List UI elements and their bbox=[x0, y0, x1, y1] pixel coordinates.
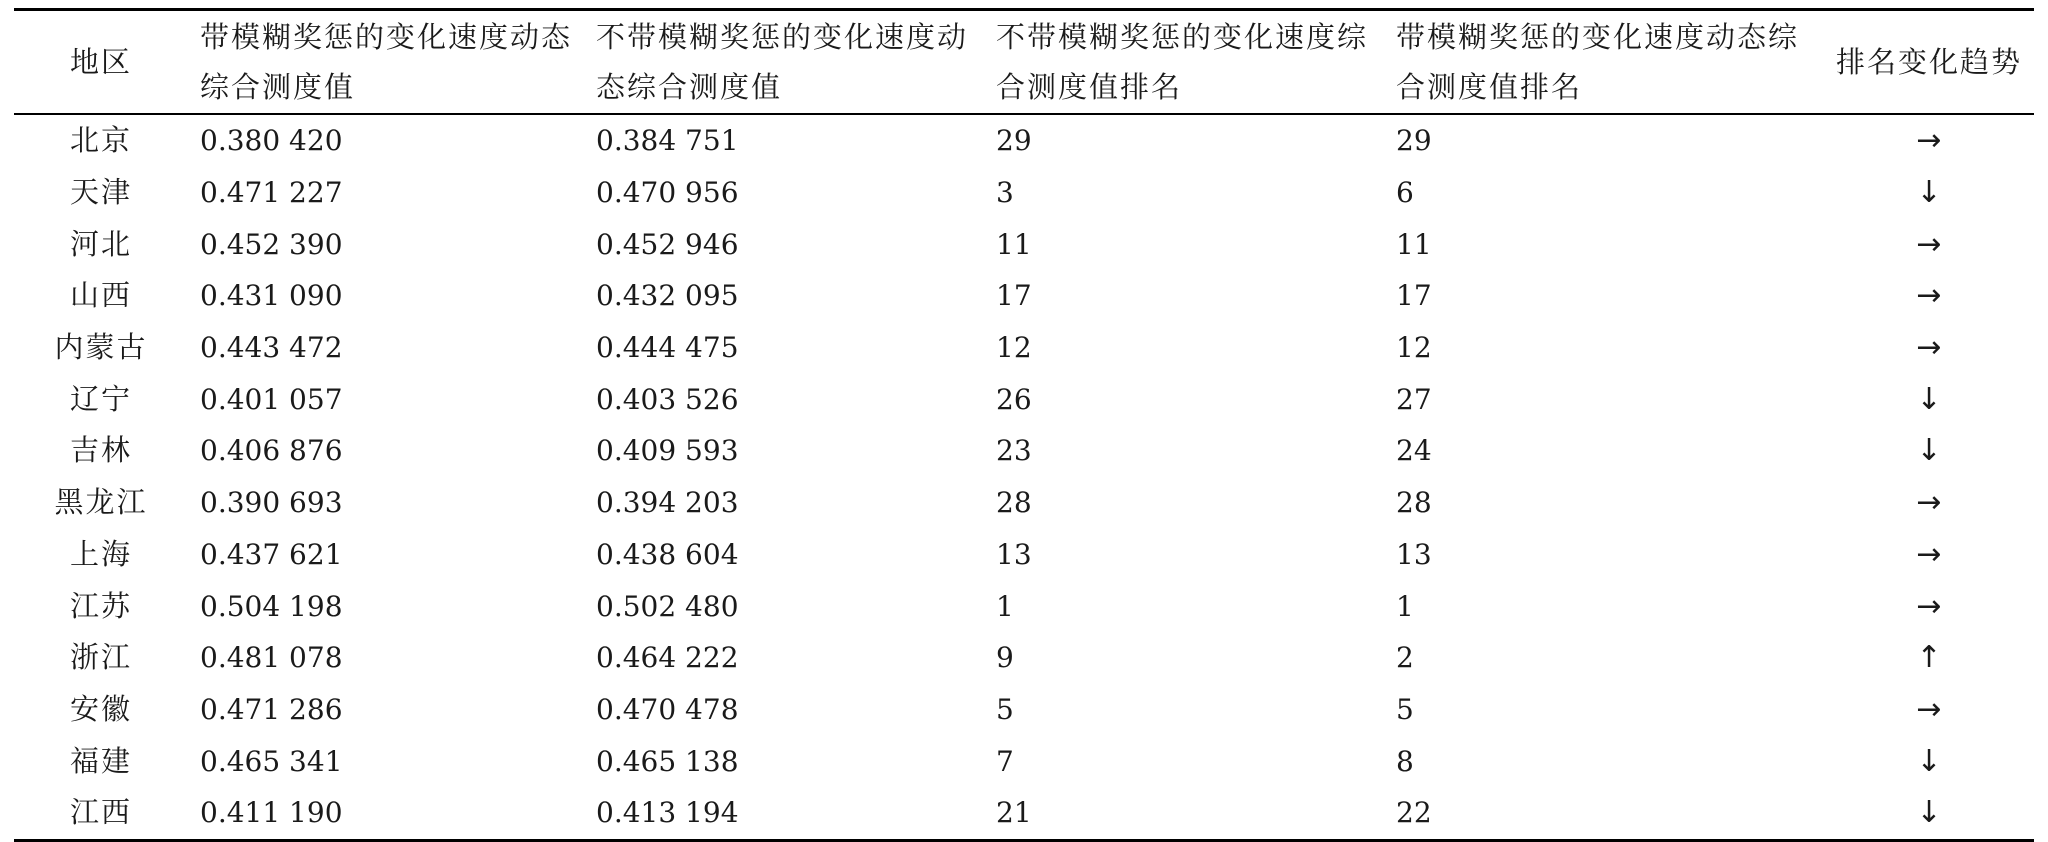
cell-nonfuzzy-value: 0.470 956 bbox=[596, 176, 739, 210]
cell-region: 黑龙江 bbox=[54, 485, 148, 520]
cell-nonfuzzy-rank: 29 bbox=[996, 124, 1032, 158]
cell-fuzzy-rank: 1 bbox=[1396, 589, 1414, 623]
cell-fuzzy-value: 0.471 227 bbox=[200, 176, 343, 210]
table-row bbox=[14, 477, 2034, 529]
cell-nonfuzzy-value: 0.403 526 bbox=[596, 382, 739, 416]
cell-nonfuzzy-value: 0.470 478 bbox=[596, 692, 739, 726]
cell-region: 福建 bbox=[69, 743, 132, 778]
table-row bbox=[14, 373, 2034, 425]
cell-nonfuzzy-rank: 5 bbox=[996, 692, 1014, 726]
cell-fuzzy-rank: 2 bbox=[1396, 641, 1414, 675]
cell-nonfuzzy-rank: 3 bbox=[996, 176, 1014, 210]
cell-region: 北京 bbox=[69, 123, 132, 158]
cell-nonfuzzy-rank: 12 bbox=[996, 331, 1032, 365]
cell-fuzzy-rank: 22 bbox=[1396, 796, 1432, 830]
cell-trend-arrow: → bbox=[1916, 123, 1942, 159]
header-region: 地区 bbox=[69, 45, 132, 79]
header-nonfuzzy-rank: 不带模糊奖惩的变化速度综合测度值排名 bbox=[996, 20, 1369, 104]
cell-nonfuzzy-rank: 13 bbox=[996, 537, 1032, 571]
cell-nonfuzzy-value: 0.409 593 bbox=[596, 434, 739, 468]
header-fuzzy-value: 带模糊奖惩的变化速度动态综合测度值 bbox=[200, 20, 573, 104]
header-trend: 排名变化趋势 bbox=[1835, 45, 2022, 79]
cell-nonfuzzy-value: 0.444 475 bbox=[596, 331, 739, 365]
table-row bbox=[14, 270, 2034, 322]
header-row bbox=[14, 10, 2034, 115]
cell-trend-arrow: → bbox=[1916, 278, 1942, 314]
cell-fuzzy-rank: 5 bbox=[1396, 692, 1414, 726]
cell-fuzzy-value: 0.443 472 bbox=[200, 331, 343, 365]
ranking-table bbox=[14, 8, 2034, 842]
cell-nonfuzzy-rank: 28 bbox=[996, 486, 1032, 520]
table-row bbox=[14, 580, 2034, 632]
table-row bbox=[14, 167, 2034, 219]
cell-fuzzy-value: 0.390 693 bbox=[200, 486, 343, 520]
cell-fuzzy-value: 0.406 876 bbox=[200, 434, 343, 468]
table-row bbox=[14, 114, 2034, 167]
cell-nonfuzzy-value: 0.394 203 bbox=[596, 486, 739, 520]
cell-region: 河北 bbox=[69, 226, 132, 261]
cell-nonfuzzy-rank: 7 bbox=[996, 744, 1014, 778]
cell-nonfuzzy-rank: 17 bbox=[996, 279, 1032, 313]
cell-fuzzy-rank: 17 bbox=[1396, 279, 1432, 313]
cell-nonfuzzy-value: 0.413 194 bbox=[596, 796, 739, 830]
cell-fuzzy-value: 0.380 420 bbox=[200, 124, 343, 158]
cell-nonfuzzy-rank: 1 bbox=[996, 589, 1014, 623]
table-row bbox=[14, 787, 2034, 840]
cell-region: 山西 bbox=[69, 278, 132, 313]
header-fuzzy-rank: 带模糊奖惩的变化速度动态综合测度值排名 bbox=[1396, 20, 1800, 104]
cell-fuzzy-value: 0.411 190 bbox=[200, 796, 343, 830]
cell-fuzzy-rank: 11 bbox=[1396, 227, 1432, 261]
cell-region: 内蒙古 bbox=[54, 330, 148, 365]
header-nonfuzzy-value: 不带模糊奖惩的变化速度动态综合测度值 bbox=[596, 20, 969, 104]
cell-trend-arrow: ↓ bbox=[1916, 175, 1942, 211]
cell-fuzzy-value: 0.471 286 bbox=[200, 692, 343, 726]
table-row bbox=[14, 529, 2034, 581]
cell-fuzzy-value: 0.481 078 bbox=[200, 641, 343, 675]
cell-nonfuzzy-rank: 9 bbox=[996, 641, 1014, 675]
cell-fuzzy-rank: 24 bbox=[1396, 434, 1432, 468]
cell-fuzzy-value: 0.504 198 bbox=[200, 589, 343, 623]
table-header bbox=[14, 10, 2034, 115]
cell-fuzzy-rank: 27 bbox=[1396, 382, 1432, 416]
cell-fuzzy-rank: 8 bbox=[1396, 744, 1414, 778]
cell-trend-arrow: ↓ bbox=[1916, 433, 1942, 469]
cell-nonfuzzy-value: 0.384 751 bbox=[596, 124, 739, 158]
cell-trend-arrow: ↓ bbox=[1916, 743, 1942, 779]
cell-region: 天津 bbox=[69, 175, 132, 210]
cell-region: 浙江 bbox=[69, 640, 132, 675]
cell-nonfuzzy-rank: 21 bbox=[996, 796, 1032, 830]
cell-nonfuzzy-value: 0.465 138 bbox=[596, 744, 739, 778]
table-row bbox=[14, 632, 2034, 684]
cell-nonfuzzy-value: 0.452 946 bbox=[596, 227, 739, 261]
cell-fuzzy-value: 0.401 057 bbox=[200, 382, 343, 416]
cell-fuzzy-rank: 29 bbox=[1396, 124, 1432, 158]
cell-nonfuzzy-rank: 11 bbox=[996, 227, 1032, 261]
cell-nonfuzzy-value: 0.502 480 bbox=[596, 589, 739, 623]
cell-fuzzy-value: 0.465 341 bbox=[200, 744, 343, 778]
cell-nonfuzzy-rank: 26 bbox=[996, 382, 1032, 416]
cell-trend-arrow: ↓ bbox=[1916, 381, 1942, 417]
cell-trend-arrow: → bbox=[1916, 330, 1942, 366]
cell-nonfuzzy-value: 0.438 604 bbox=[596, 537, 739, 571]
cell-trend-arrow: → bbox=[1916, 536, 1942, 572]
table-row bbox=[14, 684, 2034, 736]
cell-region: 江西 bbox=[69, 795, 132, 830]
cell-trend-arrow: → bbox=[1916, 226, 1942, 262]
cell-fuzzy-rank: 12 bbox=[1396, 331, 1432, 365]
table-row bbox=[14, 425, 2034, 477]
cell-trend-arrow: ↑ bbox=[1916, 640, 1942, 676]
cell-fuzzy-value: 0.452 390 bbox=[200, 227, 343, 261]
cell-fuzzy-rank: 6 bbox=[1396, 176, 1414, 210]
table-row bbox=[14, 322, 2034, 374]
cell-nonfuzzy-value: 0.432 095 bbox=[596, 279, 739, 313]
cell-trend-arrow: ↓ bbox=[1916, 795, 1942, 831]
cell-region: 上海 bbox=[69, 536, 132, 571]
cell-fuzzy-value: 0.431 090 bbox=[200, 279, 343, 313]
cell-nonfuzzy-rank: 23 bbox=[996, 434, 1032, 468]
cell-region: 辽宁 bbox=[69, 381, 132, 416]
table-row bbox=[14, 735, 2034, 787]
table-body bbox=[14, 114, 2034, 840]
cell-region: 江苏 bbox=[69, 588, 132, 623]
cell-fuzzy-value: 0.437 621 bbox=[200, 537, 343, 571]
cell-trend-arrow: → bbox=[1916, 588, 1942, 624]
table-row bbox=[14, 218, 2034, 270]
cell-trend-arrow: → bbox=[1916, 691, 1942, 727]
cell-trend-arrow: → bbox=[1916, 485, 1942, 521]
cell-fuzzy-rank: 28 bbox=[1396, 486, 1432, 520]
cell-nonfuzzy-value: 0.464 222 bbox=[596, 641, 739, 675]
cell-region: 吉林 bbox=[69, 433, 132, 468]
cell-region: 安徽 bbox=[69, 691, 132, 726]
cell-fuzzy-rank: 13 bbox=[1396, 537, 1432, 571]
